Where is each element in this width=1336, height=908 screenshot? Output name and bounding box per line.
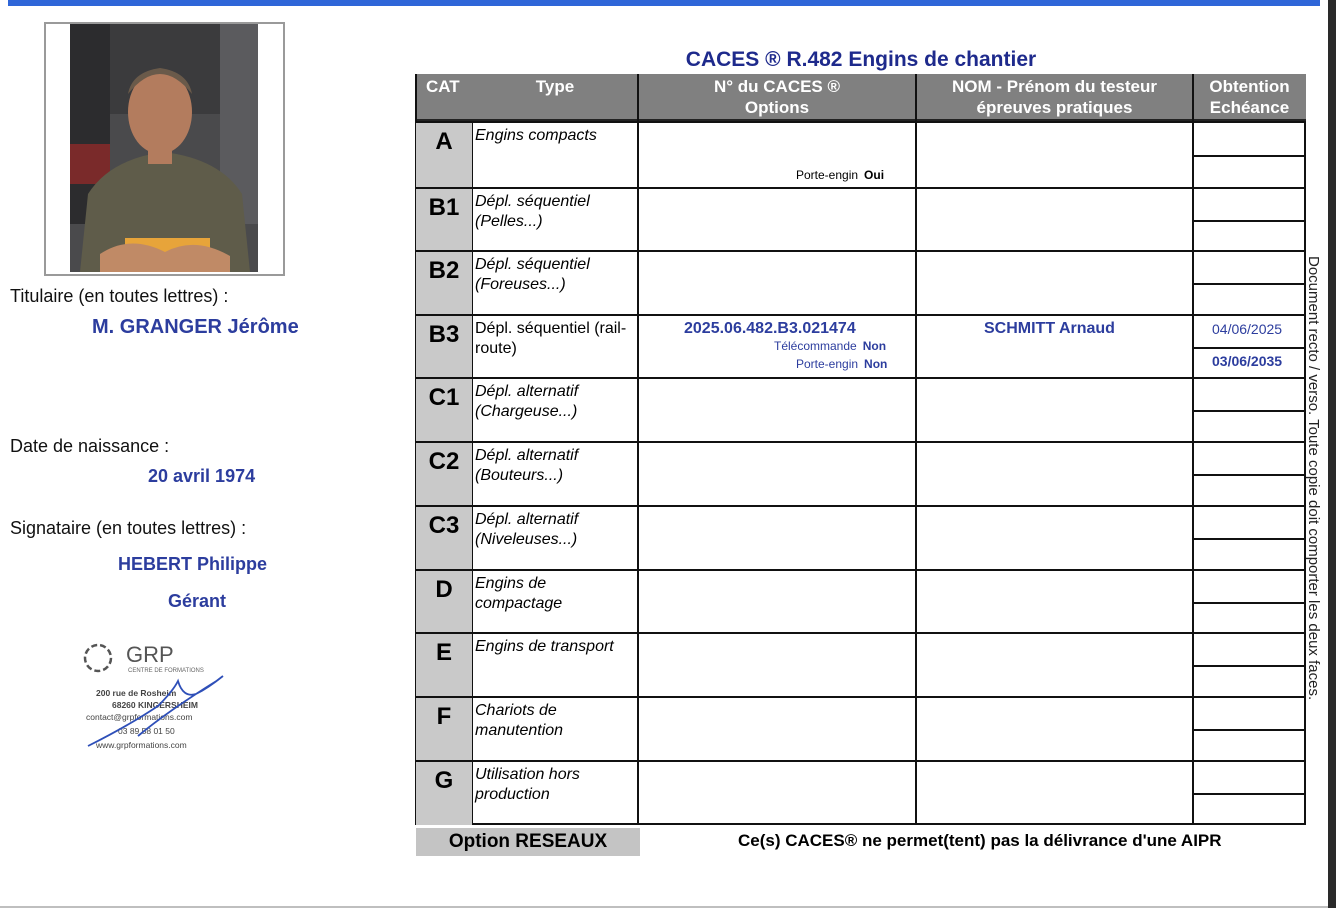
category-type: Dépl. séquentiel (Foreuses...) <box>475 256 590 293</box>
category-type: Dépl. alternatif (Bouteurs...) <box>475 447 579 484</box>
top-accent-bar <box>8 0 1320 6</box>
date-split-line <box>1194 602 1306 604</box>
header-options-label: Options <box>744 98 810 117</box>
birth-date: 20 avril 1974 <box>148 466 256 486</box>
category-type: Dépl. alternatif (Chargeuse...) <box>475 383 579 420</box>
option-note <box>774 339 886 353</box>
option-value: Non <box>864 357 888 371</box>
category-type: Dépl. séquentiel (Pelles...) <box>475 193 590 230</box>
date-split-line <box>1194 793 1306 795</box>
category-code: C2 <box>416 442 472 506</box>
stamp-email: contact@grpformations.com <box>86 712 193 722</box>
category-code: B3 <box>416 315 472 378</box>
header-cat <box>416 74 472 122</box>
option-note <box>796 168 884 182</box>
date-split-line <box>1194 347 1306 349</box>
row-divider <box>416 569 1306 571</box>
category-type: Chariots de manutention <box>475 702 564 739</box>
company-stamp <box>78 636 238 764</box>
category-code: C1 <box>416 378 472 442</box>
titulaire-label: Titulaire (en toutes lettres) : <box>10 286 229 306</box>
row-divider <box>416 696 1306 698</box>
category-type: Utilisation hors production <box>475 766 580 803</box>
header-number <box>638 74 916 122</box>
header-tester-sub: épreuves pratiques <box>976 98 1133 117</box>
stamp-web: www.grpformations.com <box>96 740 187 750</box>
signataire-label: Signataire (en toutes lettres) : <box>10 518 247 538</box>
holder-photo-frame <box>44 22 285 276</box>
option-value: Oui <box>864 168 885 182</box>
birth-date-label: Date de naissance : <box>10 436 170 456</box>
portrait-image <box>70 24 258 272</box>
option-label: Télécommande <box>774 339 857 353</box>
window-edge <box>1328 0 1336 908</box>
option-note <box>796 357 887 371</box>
option-label: Porte-engin <box>796 168 859 182</box>
category-code: C3 <box>416 506 472 570</box>
row-divider <box>416 377 1306 379</box>
option-value: Non <box>862 339 887 353</box>
tester-name: SCHMITT Arnaud <box>984 320 1115 337</box>
category-type: Engins compacts <box>475 127 597 144</box>
stamp-graphic <box>78 636 238 764</box>
holder-photo <box>70 24 258 272</box>
stamp-phone: 03 89 58 01 50 <box>118 726 175 736</box>
category-code: B1 <box>416 188 472 251</box>
stamp-brand: GRP <box>126 642 174 667</box>
caces-table <box>416 74 1306 825</box>
row-divider <box>416 121 1306 123</box>
date-split-line <box>1194 665 1306 667</box>
date-split-line <box>1194 729 1306 731</box>
category-code: D <box>416 570 472 633</box>
recto-verso-note: Document recto / verso. Toute copie doit comporter les deux faces. <box>1305 256 1322 701</box>
signataire-role: Gérant <box>168 591 227 611</box>
category-type: Dépl. séquentiel (rail-route) <box>475 320 627 357</box>
row-divider <box>416 632 1306 634</box>
table-title: CACES ® R.482 Engins de chantier <box>685 48 1037 71</box>
holder-name: M. GRANGER Jérôme <box>92 316 299 338</box>
category-code: A <box>416 122 472 188</box>
date-split-line <box>1194 283 1306 285</box>
signataire-name: HEBERT Philippe <box>118 554 268 574</box>
stamp-subtitle: CENTRE DE FORMATIONS <box>128 668 204 674</box>
header-dates <box>1193 74 1306 122</box>
header-type <box>472 74 638 122</box>
header-tester <box>916 74 1193 122</box>
obtention-date: 04/06/2025 <box>1212 321 1283 337</box>
echeance-date: 03/06/2035 <box>1212 353 1283 369</box>
date-split-line <box>1194 155 1306 157</box>
header-number-label: N° du CACES ® <box>713 77 841 96</box>
category-code: F <box>416 697 472 761</box>
row-divider <box>416 187 1306 189</box>
row-divider <box>416 314 1306 316</box>
date-split-line <box>1194 410 1306 412</box>
row-divider <box>416 250 1306 252</box>
category-code: E <box>416 633 472 697</box>
header-echeance-label: Echéance <box>1209 98 1290 117</box>
category-code: B2 <box>416 251 472 315</box>
option-label: Porte-engin <box>796 357 859 371</box>
aipr-note: Ce(s) CACES® ne permet(tent) pas la délivrance d'une AIPR <box>738 831 1222 850</box>
option-reseaux: Option RESEAUX <box>416 828 640 856</box>
stamp-address2: 68260 KINGERSHEIM <box>112 700 198 710</box>
caces-number: 2025.06.482.B3.021474 <box>684 320 856 337</box>
category-code: G <box>416 761 472 825</box>
header-tester-label: NOM - Prénom du testeur <box>952 77 1157 96</box>
date-split-line <box>1194 538 1306 540</box>
date-split-line <box>1194 474 1306 476</box>
header-type-label: Type <box>535 77 575 96</box>
stamp-address1: 200 rue de Rosheim <box>96 688 177 698</box>
category-type: Engins de transport <box>475 638 614 655</box>
header-obtention-label: Obtention <box>1209 77 1290 96</box>
row-divider <box>416 760 1306 762</box>
date-split-line <box>1194 220 1306 222</box>
row-divider <box>416 505 1306 507</box>
category-type: Engins de compactage <box>475 575 563 612</box>
row-divider <box>416 441 1306 443</box>
header-cat-label: CAT <box>426 77 460 96</box>
category-type: Dépl. alternatif (Niveleuses...) <box>475 511 579 548</box>
